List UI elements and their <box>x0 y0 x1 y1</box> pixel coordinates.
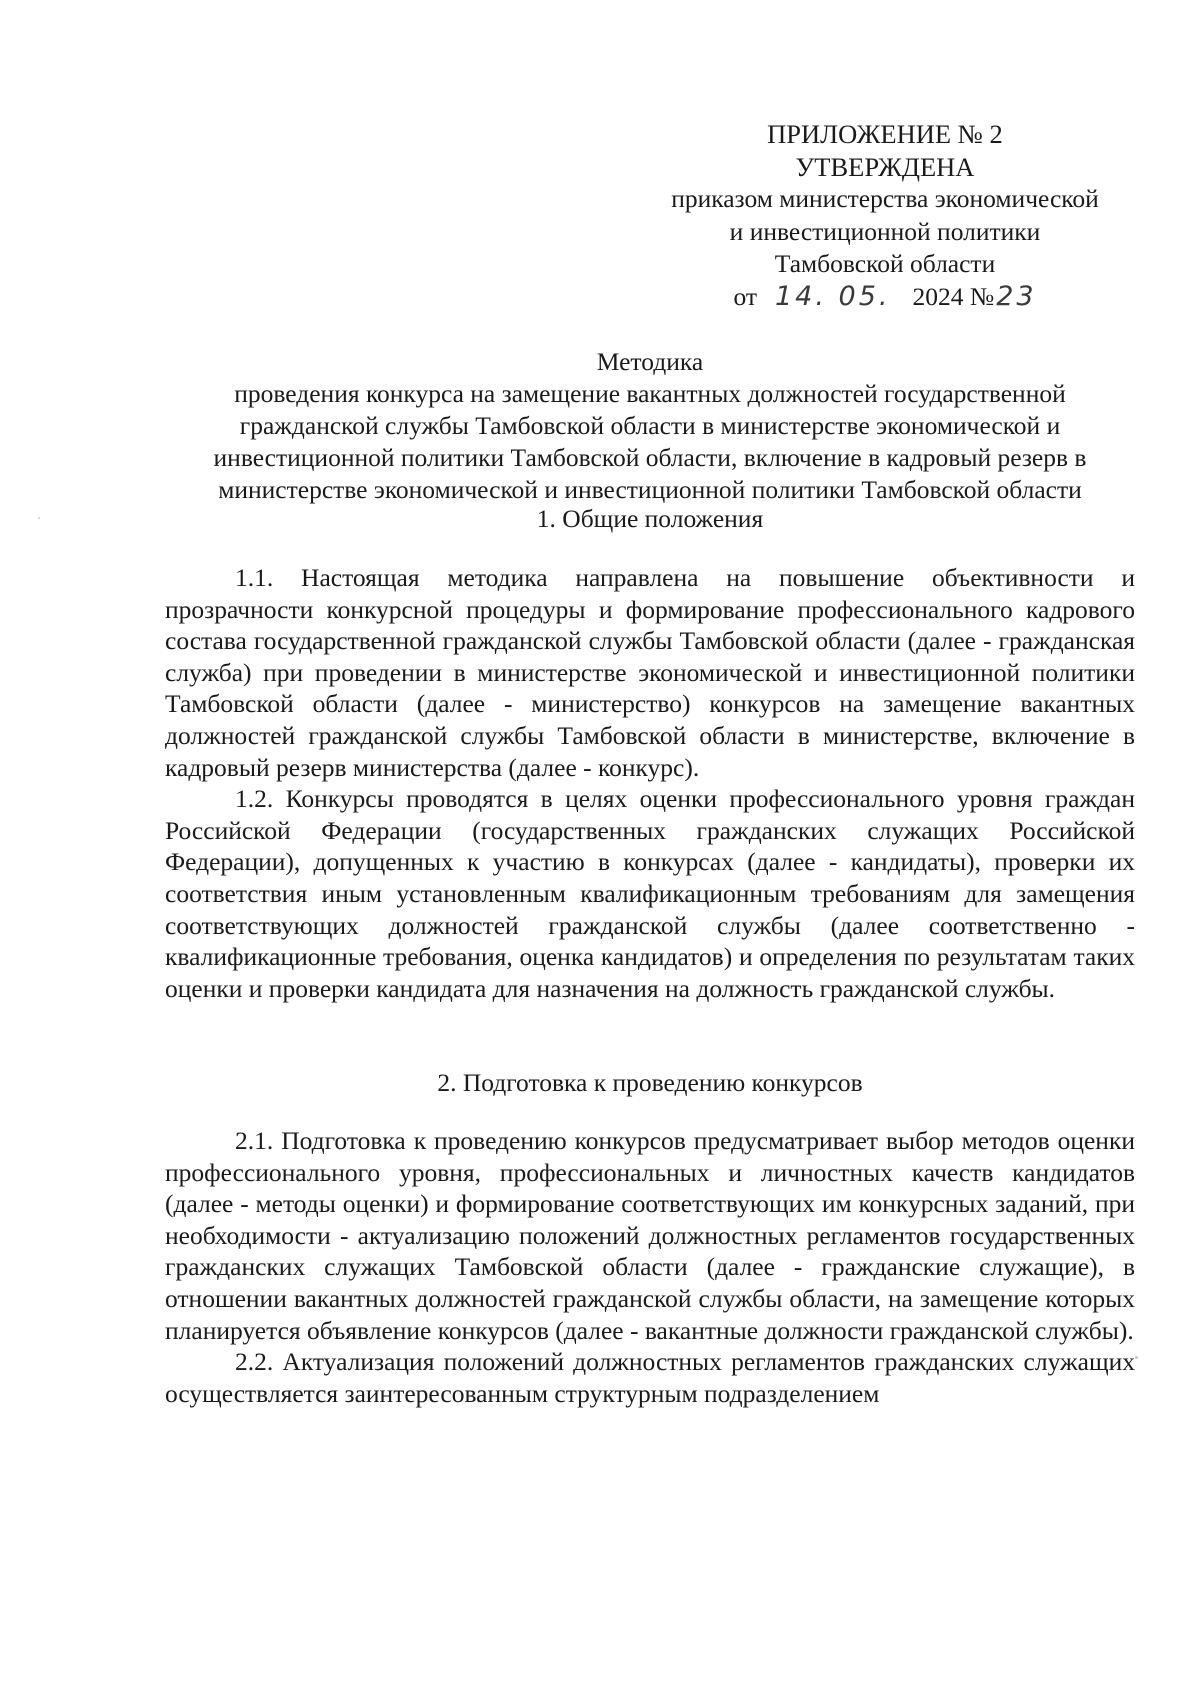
approved-label: УТВЕРЖДЕНА <box>795 151 975 182</box>
section-1-heading: 1. Общие положения <box>536 504 764 533</box>
paragraph-1-1: 1.1. Настоящая методика направлена на повышение объективности и прозрачности конкурсной процедуры и формирование профессионального кадрового состава государственной гражданской службы Тамбовской области (далее - гражданская служба) при проведении в министерстве экономической и инвестиционной политики Тамбовской области (далее - министерство) конкурсов на замещение вакантных должностей гражданской службы Тамбовской области в министерстве, включение в кадровый резерв министерства (далее - конкурс). <box>165 563 1135 782</box>
year-number-label: 2024 № <box>912 281 995 311</box>
section-2-heading: 2. Подготовка к проведению конкурсов <box>437 1068 863 1097</box>
scan-speck <box>1135 1356 1138 1359</box>
handwritten-number: 23 <box>996 280 1037 312</box>
paragraph-2-2: 2.2. Актуализация положений должностных регламентов гражданских служащих осуществляется заинтересованным структурным подразделением <box>165 1347 1135 1408</box>
approval-block <box>640 118 1130 313</box>
document-title <box>165 346 1135 506</box>
section-1-body <box>165 562 1135 1004</box>
scan-speck <box>38 517 40 519</box>
title-name: Методика <box>596 347 704 376</box>
paragraph-1-2: 1.2. Конкурсы проводятся в целях оценки профессионального уровня граждан Российской Федерации (государственных гражданских служащих Российской Федерации), допущенных к участию в конкурсах (далее - кандидаты), проверки их соответствия иным установленным квалификационным требованиям для замещения соответствующих должностей гражданской службы (далее соответственно - квалификационные требования, оценка кандидатов) и определения по результатам таких оценки и проверки кандидата для назначения на должность гражданской службы. <box>165 784 1135 1003</box>
section-2-body <box>165 1125 1135 1409</box>
approval-line-1: приказом министерства экономической <box>671 184 1099 213</box>
date-prefix: от <box>733 281 757 311</box>
approval-line-3: Тамбовской области <box>774 249 996 278</box>
title-subtitle: проведения конкурса на замещение вакантных должностей государственной гражданской службы Тамбовской области в министерстве экономической и инвестиционной политики Тамбовской области, включение в кадровый резерв в министерстве экономической и инвестиционной политики Тамбовской области <box>213 379 1087 504</box>
handwritten-date: 14. 05. <box>775 280 891 312</box>
paragraph-2-1: 2.1. Подготовка к проведению конкурсов предусматривает выбор методов оценки профессионального уровня, профессиональных и личностных качеств кандидатов (далее - методы оценки) и формирование соответствующих им конкурсных заданий, при необходимости - актуализацию положений должностных регламентов государственных гражданских служащих Тамбовской области (далее - гражданские служащие), в отношении вакантных должностей гражданской службы области, на замещение которых планируется объявление конкурсов (далее - вакантные должности гражданской службы). <box>165 1126 1135 1345</box>
appendix-label: ПРИЛОЖЕНИЕ № 2 <box>767 119 1003 149</box>
approval-date-line <box>640 281 1130 314</box>
approval-line-2: и инвестиционной политики <box>729 216 1041 246</box>
